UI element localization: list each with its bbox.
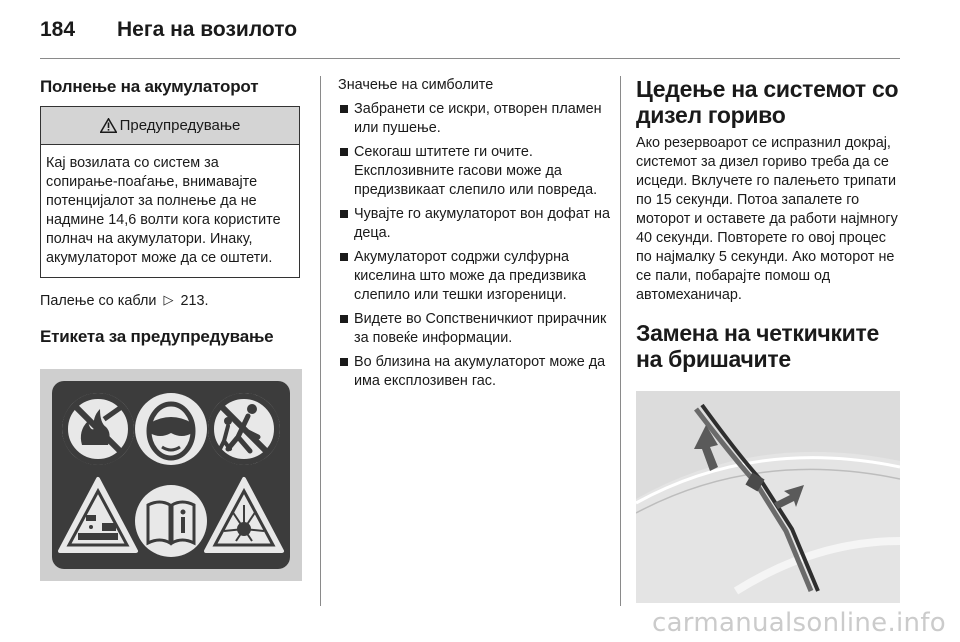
list-item-text: Акумулаторот содржи сулфурна киселина што може да предизвика слепило или тешки изгореници. bbox=[354, 249, 586, 303]
list-item bbox=[338, 310, 610, 348]
section-title-wiper-blades: Замена на четкичките на бришачите bbox=[636, 320, 879, 372]
header-divider bbox=[40, 58, 900, 59]
jump-start-page-link[interactable]: 213. bbox=[180, 293, 209, 309]
warning-header bbox=[41, 107, 299, 145]
jump-start-reference bbox=[40, 291, 302, 311]
list-item bbox=[338, 353, 610, 391]
list-item-text: Во близина на акумулаторот може да има експлозивен гас. bbox=[354, 354, 606, 389]
bullet-icon bbox=[340, 148, 348, 156]
diesel-bleeding-text: Ако резервоарот се испразнил докрај, системот за дизел гориво треба да се исцеди. Вклучете го палењето трипати по 15 секунди. Потоа запалете го моторот и оставете да работи најмногу 40 секунди. Повторете го овој процес по најмалку 5 секунди. Ако моторот не се пали, побарајте помош од автомеханичар. bbox=[636, 135, 898, 303]
list-item bbox=[338, 100, 610, 138]
page-number: 184 bbox=[40, 18, 76, 41]
list-item-text: Забранети се искри, отворен пламен или пушење. bbox=[354, 101, 602, 136]
keep-children-away-icon bbox=[208, 393, 280, 465]
page-reference-icon: ▷ bbox=[163, 292, 174, 307]
wiper-blade-image bbox=[636, 391, 900, 603]
warning-triangle-icon bbox=[100, 118, 117, 133]
bullet-icon bbox=[340, 358, 348, 366]
explosion-hazard-icon bbox=[206, 479, 282, 551]
bullet-icon bbox=[340, 253, 348, 261]
column-2 bbox=[338, 76, 610, 396]
column-1 bbox=[40, 76, 302, 581]
read-manual-icon bbox=[135, 485, 207, 557]
symbols-list bbox=[338, 100, 610, 391]
jump-start-text: Палење со кабли bbox=[40, 293, 157, 309]
watermark: carmanualsonline.info bbox=[651, 608, 946, 638]
section-title-battery-charging: Полнење на акумулаторот bbox=[40, 77, 259, 96]
list-item bbox=[338, 143, 610, 200]
list-item-text: Видете во Сопственичкиот прирачник за повеќе информации. bbox=[354, 311, 607, 346]
list-item bbox=[338, 248, 610, 305]
list-item bbox=[338, 205, 610, 243]
running-title: Нега на возилото bbox=[117, 18, 298, 41]
column-divider-2 bbox=[620, 76, 621, 606]
warning-signs bbox=[52, 381, 290, 569]
bullet-icon bbox=[340, 105, 348, 113]
list-item-text: Чувајте го акумулаторот вон дофат на деца. bbox=[354, 206, 610, 241]
warning-label-image bbox=[40, 369, 302, 581]
warning-signs-board bbox=[52, 381, 290, 569]
column-3 bbox=[636, 76, 902, 372]
acid-hazard-icon bbox=[60, 479, 136, 551]
no-fire-icon bbox=[62, 393, 134, 465]
section-title-warning-label: Етикета за предупредување bbox=[40, 327, 274, 346]
symbols-intro: Значење на симболите bbox=[338, 77, 494, 93]
bullet-icon bbox=[340, 210, 348, 218]
section-title-diesel-bleeding: Цедење на системот со дизел гориво bbox=[636, 76, 899, 128]
warning-text: Кај возилата со систем за сопирање-поаѓање, внимавајте потенцијалот за полнење да не надмине 14,6 волти кога користите полнач на акумулатори. Инаку, акумулаторот може да се оштети. bbox=[46, 155, 281, 266]
warning-box bbox=[40, 106, 300, 278]
list-item-text: Секогаш штитете ги очите. Експлозивните гасови може да предизвикаат слепило или повреда. bbox=[354, 144, 598, 198]
eye-protection-icon bbox=[135, 393, 207, 465]
bullet-icon bbox=[340, 315, 348, 323]
warning-label: Предупредување bbox=[119, 117, 241, 134]
column-divider-1 bbox=[320, 76, 321, 606]
